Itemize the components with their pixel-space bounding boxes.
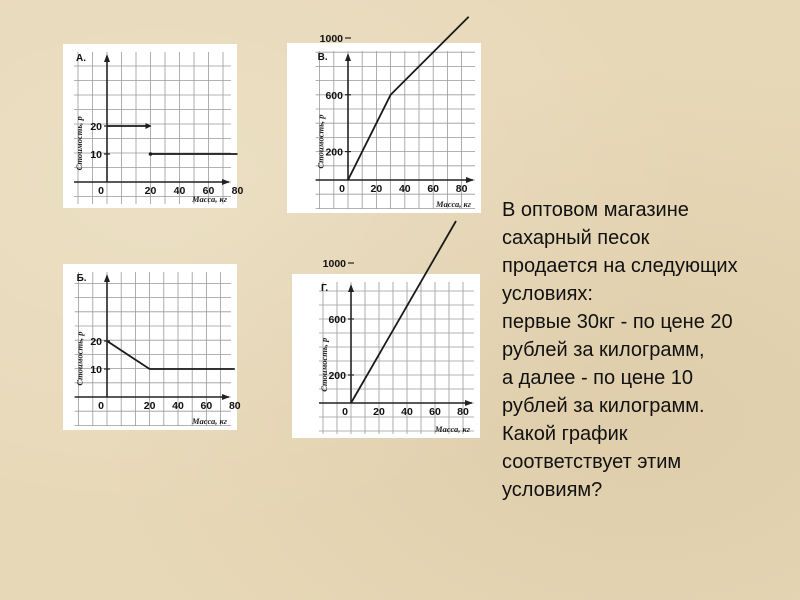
x-tick-label: 80 xyxy=(457,406,469,418)
chart-g-panel xyxy=(292,258,480,438)
x-axis-label: Масса, кг xyxy=(192,416,227,426)
question-line-5: первые 30кг - по цене 20 xyxy=(502,311,733,333)
question-line-4: условиях: xyxy=(502,283,593,305)
question-line-8: рублей за килограмм. xyxy=(502,395,705,417)
x-tick-label: 40 xyxy=(398,183,411,195)
x-tick-label: 0 xyxy=(98,400,104,412)
y-axis-arrow xyxy=(348,284,354,292)
y-axis-label: Стоимость, р xyxy=(74,116,84,171)
x-tick-label: 60 xyxy=(429,406,441,418)
x-tick-label: 60 xyxy=(200,400,213,412)
x-tick-label: 80 xyxy=(455,183,468,195)
question-line-11: условиям? xyxy=(502,479,603,501)
y-tick-label: 20 xyxy=(90,121,102,133)
x-tick-label: 60 xyxy=(427,183,440,195)
x-tick-label: 20 xyxy=(143,400,156,412)
question-text xyxy=(502,196,794,504)
chart-b-panel xyxy=(63,264,241,430)
chart-title: А. xyxy=(76,53,86,64)
x-tick-label: 40 xyxy=(172,400,184,412)
x-tick-label: 40 xyxy=(173,185,186,197)
y-tick-label: 1000 xyxy=(319,33,343,45)
chart-v xyxy=(287,33,481,213)
x-axis-label: Масса, кг xyxy=(192,194,227,204)
series-line xyxy=(351,221,456,403)
x-tick-label: 20 xyxy=(373,406,385,418)
chart-title: Б. xyxy=(76,273,87,284)
y-tick-label: 200 xyxy=(325,146,343,159)
y-axis-arrow xyxy=(345,53,351,61)
x-tick-label: 0 xyxy=(342,406,348,418)
chart-v-panel xyxy=(287,33,481,213)
question-line-7: а далее - по цене 10 xyxy=(502,367,693,389)
x-tick-label: 20 xyxy=(370,183,383,195)
chart-title: Г. xyxy=(321,283,329,294)
y-axis-arrow xyxy=(104,274,110,282)
x-axis-label: Масса, кг xyxy=(436,199,471,209)
x-tick-label: 0 xyxy=(339,183,345,195)
question-line-1: В оптовом магазине xyxy=(502,199,689,221)
x-tick-label: 40 xyxy=(401,406,413,418)
y-tick-label: 10 xyxy=(90,149,102,161)
y-axis-arrow xyxy=(104,54,110,62)
question-line-2: сахарный песок xyxy=(502,227,650,249)
y-axis-label: Стоимость, р xyxy=(74,331,85,386)
y-tick-label: 1000 xyxy=(322,258,346,270)
question-line-9: Какой график xyxy=(502,423,628,445)
x-tick-label: 60 xyxy=(202,185,215,197)
y-axis-label: Стоимость, р xyxy=(315,114,326,169)
x-tick-label: 0 xyxy=(98,185,104,197)
chart-a xyxy=(63,44,244,208)
question-line-10: соответствует этим xyxy=(502,451,682,473)
chart-a-panel xyxy=(63,44,244,208)
x-tick-label: 80 xyxy=(228,400,241,412)
question-line-6: рублей за килограмм, xyxy=(502,339,705,361)
series-line xyxy=(107,341,235,369)
x-tick-label: 20 xyxy=(144,185,157,197)
question-line-3: продается на следующих xyxy=(502,255,738,277)
x-axis-label: Масса, кг xyxy=(435,424,470,434)
y-tick-label: 600 xyxy=(325,89,343,102)
y-tick-label: 200 xyxy=(328,370,346,382)
y-tick-label: 10 xyxy=(90,364,102,376)
series-endpoint xyxy=(149,152,153,156)
x-tick-label: 80 xyxy=(231,185,244,197)
series-line xyxy=(348,17,469,180)
chart-g xyxy=(292,258,480,438)
x-axis-arrow xyxy=(222,179,230,185)
y-tick-label: 600 xyxy=(328,314,346,326)
chart-title: В. xyxy=(317,52,328,63)
y-axis-label: Стоимость, р xyxy=(319,337,329,392)
chart-b xyxy=(63,264,241,430)
y-tick-label: 20 xyxy=(90,336,102,348)
